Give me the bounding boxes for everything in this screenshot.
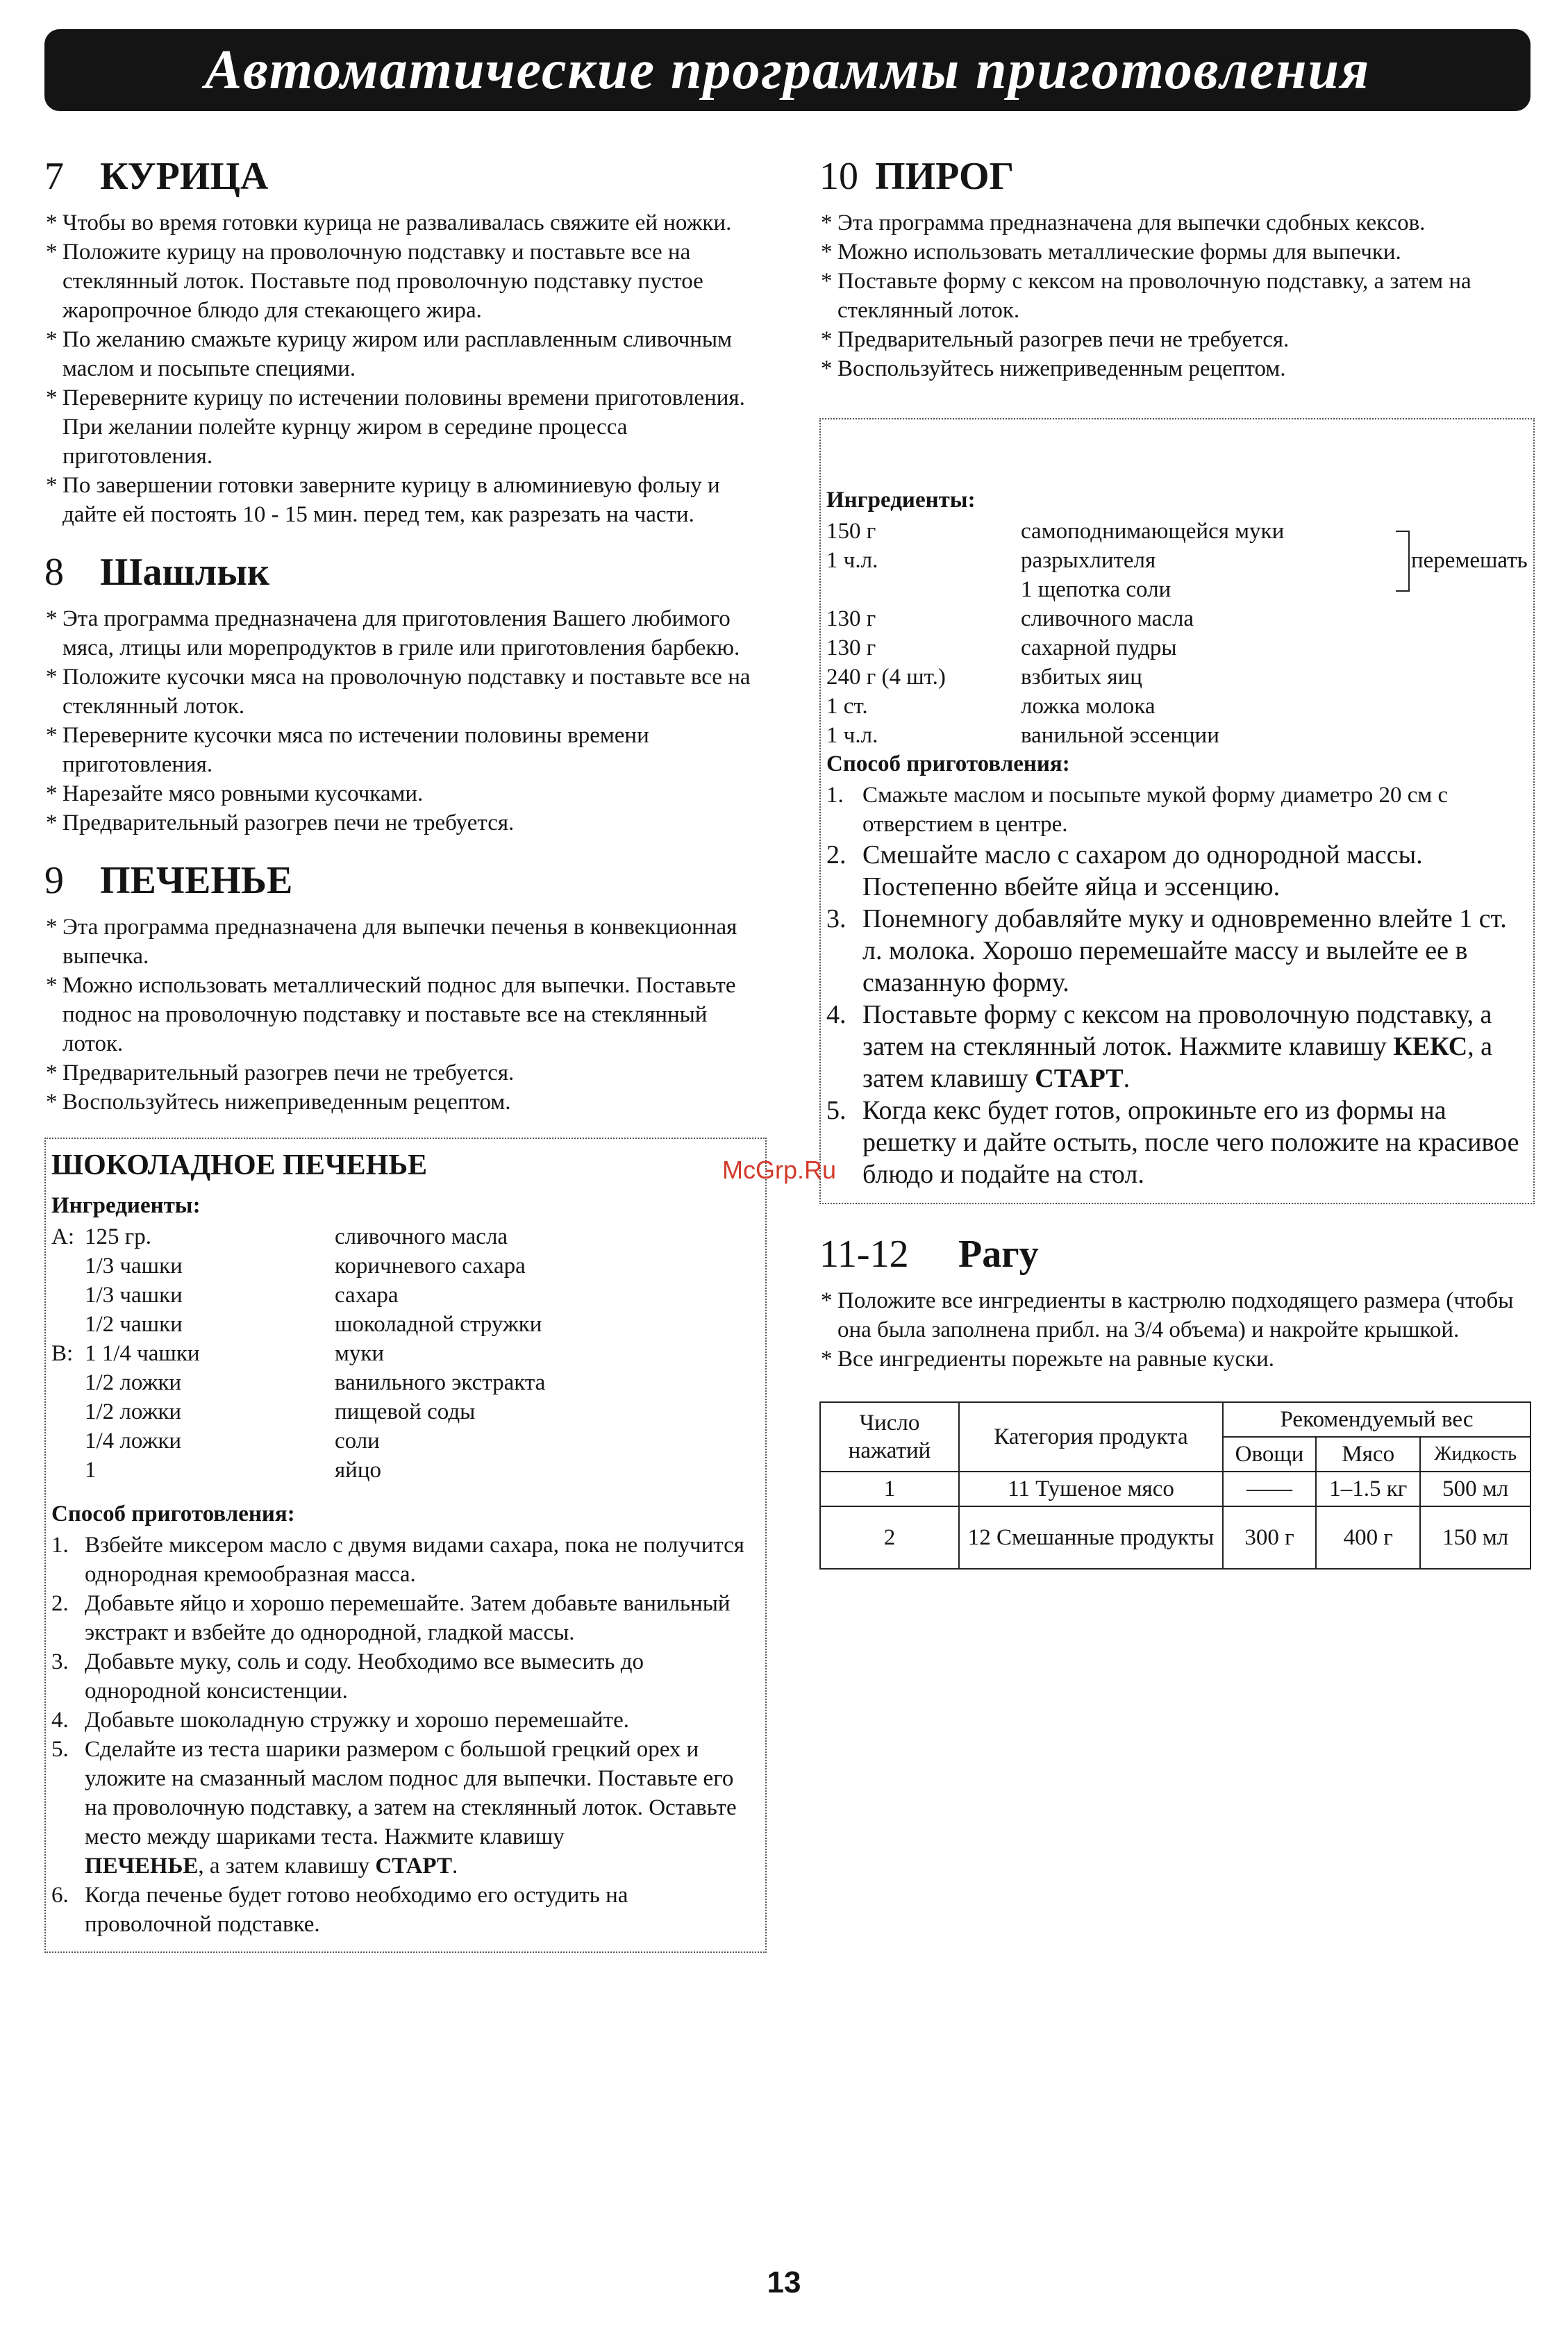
list-item: * Положите кусочки мяса на проволочную подставку и поставьте все на стеклянный лоток. [46,665,751,719]
ingredient-row [51,1281,760,1310]
step-text: Добавьте яйцо и хорошо перемешайте. Затем добавьте ванильный экстракт и взбейте до однородной, гладкой массы. [85,1591,731,1645]
list-item: * Предварительный разогрев печи не требуется. [46,1060,515,1085]
list-item [51,1589,760,1647]
bullet-text: Можно использовать металлические формы для выпечки. [837,240,1401,265]
key-name: ПЕЧЕНЬЕ [85,1854,199,1879]
section-name: Рагу [958,1233,1039,1276]
section-name: Шашлык [100,551,270,594]
key-name: СТАРТ [375,1854,452,1879]
ingredient-row [826,663,1528,692]
bullet-text: Эта программа предназначена для выпечки сдобных кексов. [837,210,1426,235]
section-number: 7 [44,155,64,198]
ingredient-row [51,1310,760,1339]
mix-bracket [1396,531,1410,592]
ingredient-name: разрыхлителя [1021,548,1156,573]
col-header-meat: Мясо [1316,1437,1420,1472]
section-number: 10 [819,155,858,198]
ingredient-row [826,575,1528,604]
ingredient-qty: 150 г [826,519,876,544]
section-10-title [819,154,1535,199]
ingredient-group: A: [51,1224,74,1249]
ingredient-group: B: [51,1341,74,1366]
step-text: Добавьте шоколадную стружку и хорошо перемешайте. [85,1708,629,1733]
step-text: Когда печенье будет готово необходимо его остудить на проволочной подставке. [85,1883,628,1937]
bullet-text: Предварительный разогрев печи не требуется. [837,327,1290,352]
list-item: * Можно использовать металлический поднос для выпечки. Поставьте поднос на проволочную подставку и поставьте все на стеклянный лоток. [46,973,736,1056]
step-number: 1. [826,783,844,808]
list-item: * Все ингредиенты порежьте на равные куски. [821,1347,1275,1372]
ingredient-name: пищевой соды [335,1399,476,1424]
table-header-row [820,1402,1531,1437]
ingredient-qty: 125 гр. [85,1224,152,1249]
cell-liquid: 150 мл [1420,1506,1531,1569]
list-item: * Чтобы во время готовки курица не разваливалась свяжите ей ножки. [46,210,732,235]
section-11-12-title [819,1232,1535,1276]
cookie-recipe-box [44,1138,767,1953]
ingredient-name: яйцо [335,1458,381,1483]
list-item: * Предварительный разогрев печи не требуется. [46,810,515,835]
section-7-bullets [44,208,767,529]
ingredient-qty: 1/2 ложки [85,1399,182,1424]
ingredient-row [826,692,1528,721]
ingredient-qty: 1 ст. [826,694,868,719]
bullet-text: Положите курицу на проволочную подставку и поставьте все на стеклянный лоток. Поставьте под проволочную подставку пустое жаропрочное блюдо для стекающего жира. [62,240,703,323]
step-text: Поставьте форму с кексом на проволочную подставку, а затем на стеклянный лоток. Нажмите клавишу [862,1000,1492,1061]
list-item [826,999,1528,1094]
list-item: * Переверните кусочки мяса по истечении половины времени приготовления. [46,723,649,777]
cell-meat: 400 г [1316,1506,1420,1569]
method-steps [826,781,1528,1190]
ingredient-name: самоподнимающейся муки [1021,519,1285,544]
ingredient-qty: 1/4 ложки [85,1429,182,1454]
ingredient-row [51,1456,760,1485]
ingredient-name: сливочного масла [1021,606,1194,631]
section-name: ПИРОГ [875,155,1015,198]
bullet-text: Поставьте форму с кексом на проволочную подставку, а затем на стеклянный лоток. [837,269,1471,323]
step-text: Смешайте масло с сахаром до однородной массы. Постепенно вбейте яйца и эссенцию. [862,840,1423,901]
list-item [51,1706,760,1735]
section-11-12-bullets [819,1286,1535,1374]
step-number: 4. [51,1708,69,1733]
step-text: Понемногу добавляйте муку и одновременно влейте 1 ст. л. молока. Хорошо перемешайте массу и вылейте ее в смазанную форму. [862,904,1507,997]
list-item: * Поставьте форму с кексом на проволочную подставку, а затем на стеклянный лоток. [821,269,1471,323]
ingredient-qty: 1 ч.л. [826,723,878,748]
step-number: 5. [826,1096,846,1125]
ingredient-name: сахара [335,1283,399,1308]
ingredient-name: соли [335,1429,380,1454]
cell-veg: —— [1223,1472,1316,1506]
bullet-text: Предварительный разогрев печи не требуется. [62,1060,515,1085]
list-item: * По завершении готовки заверните курицу в алюминиевую фолыу и дайте ей постоять 10 - 15 мин. перед тем, как разрезать на части. [46,473,720,527]
ingredient-qty: 1/2 ложки [85,1370,182,1395]
list-item [826,903,1528,999]
bullet-text: Эта программа предназначена для приготовления Вашего любимого мяса, лтицы или морепродуктов в гриле или приготовления барбекю. [62,606,740,660]
ingredient-qty [826,575,1021,604]
section-7-title [44,154,767,199]
step-text: Добавьте муку, соль и соду. Необходимо все вымесить до однородной консистенции. [85,1649,644,1704]
method-label: Способ приготовления: [51,1501,295,1526]
list-item: * Эта программа предназначена для выпечки сдобных кексов. [821,210,1426,235]
ingredient-row [51,1397,760,1426]
col-header-presses: Число нажатий [820,1402,959,1472]
table-row [820,1472,1531,1506]
list-item [51,1647,760,1706]
list-item [51,1881,760,1939]
bullet-text: Все ингредиенты порежьте на равные куски. [837,1347,1275,1372]
ingredient-row [51,1426,760,1456]
step-text: Смажьте маслом и посыпьте мукой форму диаметро 20 см с отверстием в центре. [862,783,1449,837]
ingredient-name: сахарной пудры [1021,635,1177,660]
section-8-bullets [44,604,767,838]
step-number: 6. [51,1883,69,1908]
ingredient-name: муки [335,1341,385,1366]
section-number: 8 [44,551,64,594]
section-9-bullets [44,913,767,1117]
page-title: Автоматические программы приготовления [204,40,1371,101]
table-row [820,1506,1531,1569]
ingredient-row [826,517,1528,546]
list-item: * Предварительный разогрев печи не требуется. [821,327,1290,352]
section-10-bullets [819,208,1535,383]
list-item [826,1094,1528,1190]
section-8-title [44,550,767,594]
section-name: КУРИЦА [100,155,269,198]
ingredient-name: коричневого сахара [335,1254,526,1279]
page-number: 13 [767,2265,801,2299]
recipe-title: ШОКОЛАДНОЕ ПЕЧЕНЬЕ [51,1149,428,1181]
list-item: * По желанию смажьте курицу жиром или расплавленным сливочным маслом и посыпьте специями. [46,327,732,381]
list-item: * Воспользуйтесь нижеприведенным рецептом. [46,1090,511,1115]
step-text: , а затем клавишу [862,1032,1493,1093]
ingredient-group [51,1251,85,1281]
bullet-text: По желанию смажьте курицу жиром или расплавленным сливочным маслом и посыпьте специями. [62,327,732,381]
list-item: * Эта программа предназначена для выпечки печенья в конвекционная выпечка. [46,915,737,969]
ingredient-name: шоколадной стружки [335,1312,542,1337]
step-number: 4. [826,1000,846,1029]
bullet-text: Положите кусочки мяса на проволочную подставку и поставьте все на стеклянный лоток. [62,665,751,719]
ingredient-name: сливочного масла [335,1224,508,1249]
method-steps [51,1531,760,1939]
list-item: * Положите все ингредиенты в кастрюлю подходящего размера (чтобы она была заполнена прибл. на 3/4 объема) и накройте крышкой. [821,1288,1514,1342]
list-item [51,1531,760,1589]
ingredients-label: Ингредиенты: [826,488,976,513]
cell-presses: 1 [820,1472,959,1506]
ingredient-row [826,721,1528,750]
ingredient-row [51,1222,760,1251]
ingredient-qty: 1/3 чашки [85,1283,183,1308]
step-number: 2. [826,840,846,869]
step-text: , а затем клавишу [198,1854,376,1879]
step-text: . [452,1854,458,1879]
step-text: Сделайте из теста шарики размером с большой грецкий орех и уложите на смазанный маслом поднос для выпечки. Поставьте его на проволочную подставку, а затем на стеклянный лоток. Оставьте место между шариками теста. Нажмите клавишу [85,1737,737,1849]
ingredient-row [51,1339,760,1368]
ingredients-label: Ингредиенты: [51,1193,201,1218]
ingredient-group [51,1368,85,1397]
step-text: Когда кекс будет готов, опрокиньте его из формы на решетку и дайте остыть, после чего положите на красивое блюдо и подайте на стол. [862,1096,1519,1189]
ingredient-qty: 240 г (4 шт.) [826,665,946,690]
ingredient-qty: 1/2 чашки [85,1312,183,1337]
method-label: Способ приготовления: [826,751,1070,776]
step-number: 5. [51,1737,69,1762]
cell-category: 12 Смешанные продукты [959,1506,1223,1569]
section-9-title [44,858,767,903]
list-item [826,839,1528,903]
list-item: * Переверните курицу по истечении половины времени приготовления. При желании полейте курнцу жиром в середине процесса приготовления. [46,385,745,469]
left-column [44,154,767,1953]
watermark: McGrp.Ru [722,1156,837,1184]
ingredient-group [51,1281,85,1310]
cell-presses: 2 [820,1506,959,1569]
bullet-text: Воспользуйтесь нижеприведенным рецептом. [837,356,1286,381]
ingredient-name: ложка молока [1021,694,1156,719]
bullet-text: Переверните кусочки мяса по истечении половины времени приготовления. [62,723,649,777]
ingredient-name: взбитых яиц [1021,665,1142,690]
list-item: * Можно использовать металлические формы для выпечки. [821,240,1401,265]
list-item: * Нарезайте мясо ровными кусочками. [46,781,424,806]
ingredient-qty: 1 ч.л. [826,548,878,573]
cell-meat: 1–1.5 кг [1316,1472,1420,1506]
cell-liquid: 500 мл [1420,1472,1531,1506]
ingredient-group [51,1397,85,1426]
step-number: 1. [51,1533,69,1558]
step-number: 3. [826,904,846,933]
ingredient-name: ванильной эссенции [1021,723,1219,748]
ingredient-qty: 130 г [826,635,876,660]
bullet-text: Нарезайте мясо ровными кусочками. [62,781,424,806]
ingredient-list [826,517,1528,750]
recommended-weight-table [819,1401,1531,1570]
section-name: ПЕЧЕНЬЕ [100,859,293,902]
ingredient-qty: 130 г [826,606,876,631]
bullet-text: По завершении готовки заверните курицу в алюминиевую фолыу и дайте ей постоять 10 - 15 мин. перед тем, как разрезать на части. [62,473,720,527]
cake-recipe-box [819,418,1535,1204]
bullet-text: Эта программа предназначена для выпечки печенья в конвекционная выпечка. [62,915,737,969]
cell-category: 11 Тушеное мясо [959,1472,1223,1506]
col-header-veg: Овощи [1223,1437,1316,1472]
list-item: * Эта программа предназначена для приготовления Вашего любимого мяса, лтицы или морепродуктов в гриле или приготовления барбекю. [46,606,740,660]
bullet-text: Можно использовать металлический поднос для выпечки. Поставьте поднос на проволочную подставку и поставьте все на стеклянный лоток. [62,973,736,1056]
ingredient-group [51,1426,85,1456]
section-number: 11-12 [819,1233,909,1276]
ingredient-row [826,604,1528,633]
list-item: * Воспользуйтесь нижеприведенным рецептом. [821,356,1286,381]
col-header-weight: Рекомендуемый вес [1223,1402,1531,1437]
step-text: . [1123,1064,1131,1093]
ingredient-group [51,1456,85,1485]
key-name: СТАРТ [1035,1064,1124,1093]
bullet-text: Предварительный разогрев печи не требуется. [62,810,515,835]
ingredient-group [51,1310,85,1339]
step-text: Взбейте миксером масло с двумя видами сахара, пока не получится однородная кремообразная масса. [85,1533,744,1587]
col-header-category: Категория продукта [959,1402,1223,1472]
title-banner [44,29,1531,111]
section-number: 9 [44,859,64,902]
bullet-text: Переверните курицу по истечении половины времени приготовления. При желании полейте курнцу жиром в середине процесса приготовления. [62,385,745,469]
list-item [51,1735,760,1881]
ingredient-row [826,633,1528,663]
col-header-liquid: Жидкость [1420,1437,1531,1472]
step-number: 2. [51,1591,69,1616]
step-number: 3. [51,1649,69,1674]
list-item: * Положите курицу на проволочную подставку и поставьте все на стеклянный лоток. Поставьте под проволочную подставку пустое жаропрочное блюдо для стекающего жира. [46,240,703,323]
mix-label: перемешать [1411,548,1528,573]
ingredient-qty: 1 1/4 чашки [85,1341,200,1366]
bullet-text: Воспользуйтесь нижеприведенным рецептом. [62,1090,511,1115]
right-column [819,154,1535,1570]
ingredient-qty: 1 [85,1458,97,1483]
ingredient-name: ванильного экстракта [335,1370,546,1395]
cell-veg: 300 г [1223,1506,1316,1569]
ingredient-row [51,1251,760,1281]
ingredient-name: 1 щепотка соли [1021,577,1171,602]
ingredient-row [51,1368,760,1397]
ingredient-qty: 1/3 чашки [85,1254,183,1279]
bullet-text: Чтобы во время готовки курица не разваливалась свяжите ей ножки. [62,210,732,235]
bullet-text: Положите все ингредиенты в кастрюлю подходящего размера (чтобы она была заполнена прибл. на 3/4 объема) и накройте крышкой. [837,1288,1514,1342]
list-item [826,781,1528,839]
ingredient-list [51,1222,760,1485]
key-name: КЕКС [1393,1032,1468,1061]
